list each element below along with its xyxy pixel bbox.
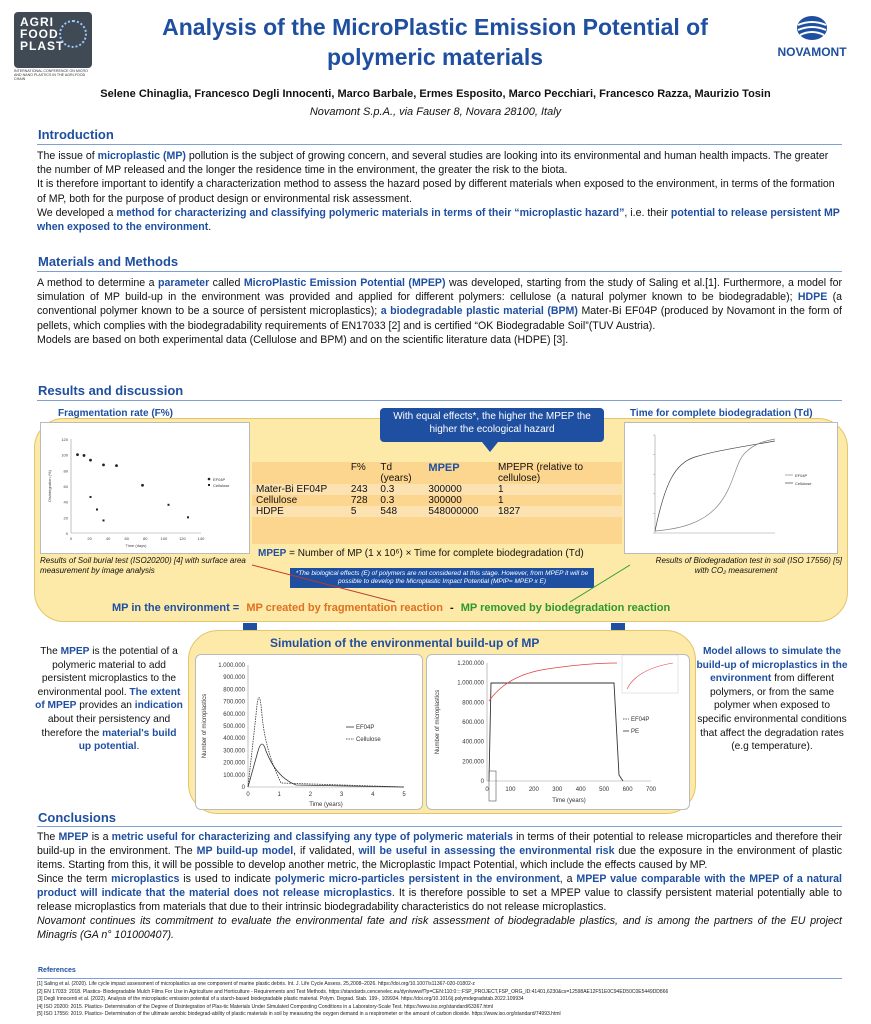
- table-header: MPEP: [428, 462, 460, 474]
- inset-chart: [622, 655, 678, 693]
- x-tick-label: 80: [143, 536, 148, 541]
- methods-text: A method to determine a parameter called MicroPlastic Emission Potential (MPEP) was developed, starting from the study of Saling et al.[1]. Furthermore, a model for simulation of MP build-up in the environment was provided and applied for different polymers: cellulose (a natural polymer known to be biodegradable); HDPE (a conventional polymer known to be a source of persistent microplastics); a biodegradable plastic material (BPM) Mater-Bi EF04P (produced by Novamont in the form of pellets, which complies with the biodegradability requirements of EN17033 [2] and is certified “OK Biodegradable Soil”(TUV Austria). Models are based on both experimental data (Cellulose and BPM) and on the scientific literature data (HDPE) [3].: [37, 277, 842, 346]
- legend-label: EF04P: [631, 717, 650, 723]
- x-tick-label: 140: [197, 536, 205, 541]
- x-tick-label: 100: [160, 536, 168, 541]
- y-tick-label: 100.000: [223, 772, 245, 779]
- reference-item: [5] ISO 17556: 2019. Plastics- Determination of the ultimate aerobic biodegrad-ability of plastic materials in soil by measuring the oxygen demand in a respirometer or the amount of carbon dioxide. https://www.iso.org/standard/74993.html: [37, 1011, 561, 1018]
- legend-label: Cellulose: [795, 481, 812, 486]
- introduction-text: The issue of microplastic (MP) pollution is the subject of growing concern, and several studies are looking into its environmental and human health impacts. The greater the number of MP released and the longer the residence time in the environment, the greater the risk to the biota. It is therefore important to identify a characterization method to assess the hazard posed by different materials when exposed to the environment, in terms of the formation of MP, both for the purpose of product design or environmental risk assessment. We developed a method for characterizing and classifying polymeric materials in terms of their “microplastic hazard”, i.e. their potential to release persistent MP when exposed to the environment.: [37, 150, 840, 234]
- x-tick-label: 5: [402, 792, 406, 798]
- legend-label: EF04P: [795, 473, 808, 478]
- x-tick-label: 120: [179, 536, 186, 541]
- hazard-callout: With equal effects*, the higher the MPEP the higher the ecological hazard: [380, 408, 604, 442]
- y-tick-label: 1.000.000: [457, 680, 484, 687]
- y-tick-label: 1.000.000: [218, 663, 245, 669]
- reference-item: [4] ISO 20200: 2015. Plastics- Determination of the Degree of Disintegration of Plas-tic Materials Under Simulated Composting Conditions in a Laboratory-Scale Test. https://www.iso.org/standard/63367.html: [37, 1003, 493, 1010]
- table-row: HDPE 5 548 548000000 1827: [252, 506, 622, 517]
- logo-caption: INTERNATIONAL CONFERENCE ON MICRO AND NANO PLASTICS IN THE AGRI-FOOD CHAIN: [14, 69, 88, 81]
- y-tick-label: 200.000: [462, 759, 484, 766]
- model-explanation: Model allows to simulate the build-up of microplastics in the environment from different polymers, or from the same polymer when exposed to specific environmental conditions that affect the degradation rates (e.g temperature).: [696, 646, 848, 753]
- x-tick-label: 40: [105, 536, 111, 541]
- y-tick-label: 200.000: [223, 760, 245, 767]
- x-tick-label: 3: [339, 792, 344, 798]
- results-heading: Results and discussion: [38, 383, 184, 398]
- y-tick-label: 60: [63, 484, 68, 489]
- x-tick-label: 400: [575, 787, 586, 793]
- sim1-chart-card: [195, 654, 423, 810]
- y-tick-label: 900.000: [223, 675, 245, 682]
- x-tick-label: 2: [308, 792, 313, 798]
- y-tick-label: 400.000: [223, 736, 245, 743]
- series-red: [489, 663, 617, 701]
- y-tick-label: 800.000: [223, 687, 245, 694]
- x-axis-label: Time (years): [552, 798, 586, 804]
- bio-caption: Results of Biodegradation test in soil (ISO 17556) [5] with CO₂ measurement: [655, 556, 842, 575]
- y-tick-label: 100: [61, 452, 68, 458]
- x-tick-label: 60: [124, 536, 129, 541]
- table-header: F%: [350, 462, 366, 473]
- x-axis-label: Time (days): [125, 543, 147, 548]
- x-axis-label: Time (years): [309, 802, 343, 808]
- reference-item: [1] Saling et al. (2020). Life cycle impact assessment of microplastics as one component of marine plastic debris. Int. J. Life Cycle Assess. 25,2008–2026. https://doi.org/10.1007/s11367-020-01802-z: [37, 981, 475, 987]
- x-tick-label: 1: [277, 792, 281, 798]
- table-header: Td (years): [380, 462, 412, 484]
- y-tick-label: 500.000: [223, 724, 245, 730]
- frag-caption: Results of Soil burial test (ISO20200) [4] with surface area measurement by image analysis: [40, 556, 246, 575]
- y-axis-label: Number of microplastics: [435, 689, 441, 755]
- x-tick-label: 700: [645, 787, 657, 793]
- footnote-box: *The biological effects (E) of polymers are not considered at this stage. However, from MPEP it will be possible to develop the Microplastic Impact Potential (MPIP= MPEP x E): [290, 568, 594, 588]
- x-tick-label: 0: [485, 787, 489, 793]
- y-tick-label: 700.000: [223, 699, 245, 706]
- x-tick-label: 200: [528, 787, 539, 793]
- logo-line: AGRI: [20, 15, 54, 29]
- y-axis-label: Disintegration (%): [47, 470, 52, 502]
- sim2-chart: [427, 655, 689, 809]
- references-list: [37, 981, 842, 1019]
- conclusions-text: The MPEP is a metric useful for characterizing and classifying any type of polymeric materials in terms of their potential to release microparticles and therefore their build-up in the environment. The MP build-up model, if validated, will be useful in assessing the environmental risk due the exposure in the environment of plastic items. Starting from this, it will be possible to develop another metric, the Microplastic Impact Potential, which include the effects caused by MP. Since the term microplastics is used to indicate polymeric micro-particles persistent in the environment, a MPEP value comparable with the MPEP of a natural product will indicate that the material does not release microplastics. It is therefore possible to set a MPEP value to classify persistent material potentially able to release microplastics from materials that due to their intrinsic biodegradability characteristics do not release microplastics. Novamont continues its commitment to evaluate the environmental fate and risk assessment of biodegradable plastics, and is among the partners of the EU project Minagris (GA n° 101000407).: [37, 831, 843, 941]
- y-axis-label: Number of microplastics: [202, 693, 208, 759]
- x-tick-label: 20: [87, 536, 92, 541]
- series-pe: [489, 683, 623, 781]
- mp-equation: MP in the environment = MP created by fragmentation reaction - MP removed by biodegradation reaction: [112, 602, 671, 614]
- y-tick-label: 0: [480, 779, 484, 785]
- sim2-chart-card: [426, 654, 690, 810]
- legend-label: PE: [631, 729, 640, 735]
- frag-title: Fragmentation rate (F%): [58, 408, 174, 419]
- y-tick-label: 600.000: [223, 711, 245, 718]
- y-tick-label: 40: [63, 499, 68, 505]
- simulation-title: Simulation of the environmental build-up of MP: [270, 636, 540, 650]
- references-heading: References: [38, 967, 76, 974]
- table-row: Cellulose 728 0.3 300000 1: [256, 495, 504, 506]
- table-row: Mater-Bi EF04P 243 0.3 300000 1: [252, 484, 622, 495]
- x-tick-label: 0: [246, 792, 250, 798]
- reference-item: [3] Degli Innocenti et al. (2022). Analysis of the microplastic emission potential of a starch-based biodegradable plastic material. Polym. Degrad. Stab. 199-, 109934. https://doi.org/10.1016/j.polymdegradstab.2022.109934: [37, 996, 524, 1003]
- x-tick-label: 300: [552, 787, 563, 793]
- x-tick-label: 0: [69, 536, 73, 541]
- y-tick-label: 80: [63, 468, 68, 474]
- bio-title: Time for complete biodegradation (Td): [630, 408, 813, 419]
- y-tick-label: 800.000: [462, 700, 484, 707]
- y-tick-label: 600.000: [462, 720, 484, 726]
- y-tick-label: 120: [61, 437, 68, 442]
- legend-label: Cellulose: [356, 737, 381, 743]
- y-tick-label: 20: [63, 515, 68, 521]
- reference-item: [2] EN 17033: 2018. Plastics- Biodegradable Mulch Films For Use in Agriculture and Horticulture - Requirements and Test Methods. https://standards.cencenelec.eu/dyn/www/f?p=CEN:110:0::::FSP_PROJECT,FSP_ORG_ID:41401,6230&cs=12598AE12F51E0C94ED50C0E5449DD866: [37, 988, 669, 995]
- x-tick-label: 500: [599, 787, 610, 793]
- title-line: polymeric materials: [326, 44, 544, 70]
- logo-line: FOOD: [20, 27, 59, 41]
- y-tick-label: 1.200.000: [457, 661, 484, 667]
- legend-label: EF04P: [213, 477, 226, 482]
- title-line: Analysis of the MicroPlastic Emission Potential of: [162, 14, 708, 40]
- novamont-wordmark: NOVAMONT: [777, 45, 847, 59]
- y-tick-label: 300.000: [223, 748, 245, 755]
- sim1-chart: [196, 655, 422, 809]
- zoom-box: [489, 771, 496, 801]
- conclusions-heading: Conclusions: [38, 810, 117, 825]
- series-ef04p: [248, 744, 404, 787]
- y-tick-label: 400.000: [462, 739, 484, 746]
- mpep-formula: MPEP = Number of MP (1 x 10⁶) × Time for complete biodegradation (Td): [258, 548, 584, 559]
- x-tick-label: 600: [622, 787, 633, 793]
- methods-heading: Materials and Methods: [38, 254, 179, 269]
- table-header: MPEPR (relative to cellulose): [498, 462, 584, 484]
- authors: Selene Chinaglia, Francesco Degli Innocenti, Marco Barbale, Ermes Esposito, Marco Pecchiari, Francesco Razza, Maurizio Tosin: [100, 88, 771, 100]
- legend-label: Cellulose: [213, 483, 230, 488]
- y-tick-label: 0: [241, 785, 245, 791]
- logo-line: PLAST: [20, 39, 65, 53]
- affiliation: Novamont S.p.A., via Fauser 8, Novara 28100, Italy: [309, 106, 562, 118]
- introduction-heading: Introduction: [38, 127, 114, 142]
- mpep-explanation: The MPEP is the potential of a polymeric material to add persistent microplastics to the environmental pool. The extent of MPEP provides an indication about their persistency and therefore the material's build up potential.: [35, 646, 183, 753]
- legend-label: EF04P: [356, 725, 375, 731]
- x-tick-label: 100: [505, 787, 516, 793]
- y-tick-label: 0: [65, 531, 68, 536]
- x-tick-label: 4: [371, 792, 375, 798]
